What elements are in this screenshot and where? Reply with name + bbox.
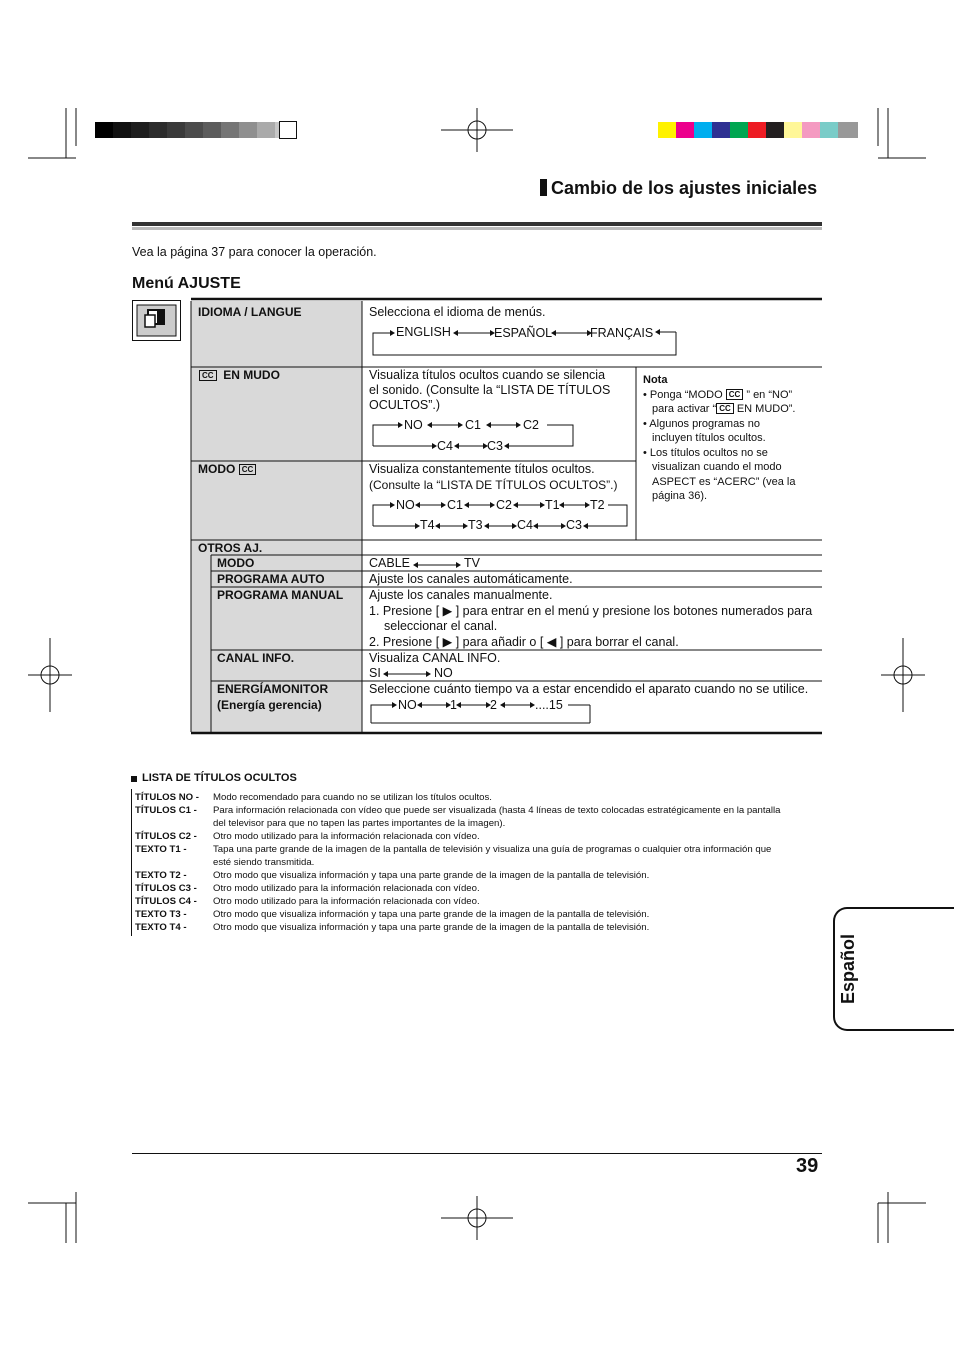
list-term: TEXTO T4 - [135,922,187,933]
option-t2: T2 [590,498,605,512]
list-item [135,921,825,934]
en-mudo-desc-2: el sonido. (Consulte la “LISTA DE TÍTULOS [369,383,611,397]
option-english: ENGLISH [396,325,451,339]
cc-icon: CC [199,370,217,381]
page-number: 39 [796,1155,819,1177]
option-no: NO [434,666,453,680]
row-label-programa-auto: PROGRAMA AUTO [217,572,325,586]
option-c4: C4 [517,518,533,532]
option-c2: C2 [523,418,539,432]
en-mudo-desc-3: OCULTOS”.) [369,398,441,412]
list-term: TEXTO T3 - [135,909,187,920]
programa-auto-desc: Ajuste los canales automáticamente. [369,572,573,586]
option-espanol: ESPAÑOL [494,326,553,340]
note-box: Nota • Ponga “MODO CC ” en “NO” para activar “ CC EN MUDO”. • Algunos programas no incluyen títulos ocultos. • Los títulos ocultos no se visualizan cuando el modo ASPECT es “ACERC” (vea la página 36). [643,373,818,504]
lista-title: LISTA DE TÍTULOS OCULTOS [142,772,297,784]
list-desc: Otro modo utilizado para la información relacionada con vídeo. [213,831,480,842]
option-t4: T4 [420,518,435,532]
list-desc: Tapa una parte grande de la imagen de la pantalla de televisión y visualiza una guía de programas o cualquier otra información que [213,844,772,855]
option-c4: C4 [437,439,453,453]
option-1: 1 [450,698,457,712]
list-desc: Otro modo que visualiza información y tapa una parte grande de la imagen de la pantalla de televisión. [213,909,650,920]
option-no: NO [404,418,423,432]
programa-manual-desc-3: seleccionar el canal. [384,619,498,633]
list-desc: Otro modo utilizado para la información relacionada con vídeo. [213,883,480,894]
option-c1: C1 [465,418,481,432]
list-item [135,830,825,843]
list-term: TÍTULOS C2 - [135,831,197,842]
list-term: TEXTO T1 - [135,844,187,855]
list-desc: Otro modo que visualiza información y tapa una parte grande de la imagen de la pantalla de televisión. [213,870,650,881]
language-tab-label: Español [838,933,858,1004]
programa-manual-desc-2: 1. Presione [ ▶ ] para entrar en el menú y presione los botones numerados para [369,604,813,618]
list-desc: Otro modo que visualiza información y tapa una parte grande de la imagen de la pantalla de televisión. [213,922,650,933]
programa-manual-desc-1: Ajuste los canales manualmente. [369,588,553,602]
cc-icon: CC [239,464,257,475]
option-t1: T1 [545,498,560,512]
list-term: TÍTULOS C3 - [135,883,197,894]
option-tv: TV [464,556,480,570]
row-label-programa-manual: PROGRAMA MANUAL [217,588,344,602]
menu-title: Menú AJUSTE [132,275,241,292]
section-title: Cambio de los ajustes iniciales [540,178,817,199]
option-c3: C3 [566,518,582,532]
row-label-energia-sub: (Energía gerencia) [217,698,322,712]
row-label-energia: ENERGÍAMONITOR [217,682,329,696]
option-francais: FRANÇAIS [590,326,654,340]
row-label-modo-cc: MODO CC [198,462,256,476]
list-item [135,804,825,830]
option-no: NO [398,698,417,712]
option-cable: CABLE [369,556,410,570]
row-label-idioma: IDIOMA / LANGUE [198,305,302,319]
option-no: NO [396,498,415,512]
list-desc: Otro modo utilizado para la información relacionada con vídeo. [213,896,480,907]
option-c2: C2 [496,498,512,512]
lista-items [135,791,825,934]
note-title: Nota [643,374,668,386]
list-term: TEXTO T2 - [135,870,187,881]
option-c3: C3 [487,439,503,453]
programa-manual-desc-4: 2. Presione [ ▶ ] para añadir o [ ◀ ] para borrar el canal. [369,635,679,649]
modo-cc-desc-2: (Consulte la “LISTA DE TÍTULOS OCULTOS”.) [369,478,618,492]
list-item [135,791,825,804]
list-item [135,882,825,895]
en-mudo-desc-1: Visualiza títulos ocultos cuando se silencia [369,368,606,382]
list-term: TÍTULOS C4 - [135,896,197,907]
list-item [135,908,825,921]
energia-desc: Seleccione cuánto tiempo va a estar encendido el aparato cuando no se utilice. [369,682,809,696]
list-desc-cont: del televisor para que no tapen las partes importantes de la imagen). [213,818,506,829]
row-label-otros: OTROS AJ. [198,541,263,555]
list-term: TÍTULOS NO - [135,792,199,803]
intro-text: Vea la página 37 para conocer la operación. [132,245,377,259]
modo-cc-desc-1: Visualiza constantemente títulos ocultos. [369,462,595,476]
row-label-modo: MODO [217,556,255,570]
cc-icon: CC [716,403,734,414]
list-desc: Para información relacionada con vídeo que puede ser visualizada (hasta 4 líneas de texto colocadas estratégicamente en la pantalla [213,805,781,816]
option-si: SI [369,666,381,680]
option-2: 2 [490,698,497,712]
option-15: ....15 [535,698,563,712]
list-desc: Modo recomendado para cuando no se utilizan los títulos ocultos. [213,792,492,803]
list-item [135,843,825,869]
list-item [135,895,825,908]
option-c1: C1 [447,498,463,512]
row-label-en-mudo: CC EN MUDO [199,368,280,382]
idioma-desc: Selecciona el idioma de menús. [369,305,546,319]
row-label-canal-info: CANAL INFO. [217,651,295,665]
canal-info-desc: Visualiza CANAL INFO. [369,651,501,665]
list-desc-cont: esté siendo transmitida. [213,857,315,868]
list-item [135,869,825,882]
option-t3: T3 [468,518,483,532]
list-term: TÍTULOS C1 - [135,805,197,816]
cc-icon: CC [726,389,744,400]
